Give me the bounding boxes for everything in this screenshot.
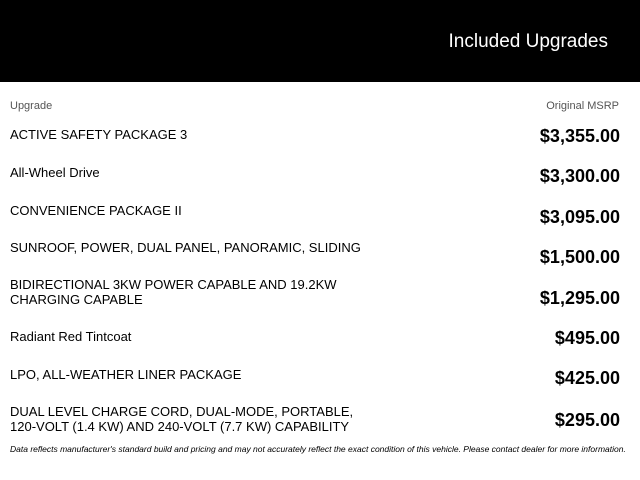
column-header-msrp: Original MSRP <box>546 100 619 112</box>
upgrade-price: $295.00 <box>554 410 620 430</box>
upgrade-label: DUAL LEVEL CHARGE CORD, DUAL-MODE, PORTABLE, 120-VOLT (1.4 KW) AND 240-VOLT (7.7 KW) CAPABILITY <box>10 404 354 434</box>
disclaimer-text: Data reflects manufacturer's standard build and pricing and may not accurately reflect the exact condition of this vehicle. Please contact dealer for more information. <box>10 444 626 454</box>
upgrade-label: BIDIRECTIONAL 3KW POWER CAPABLE AND 19.2KW CHARGING CAPABLE <box>10 277 337 307</box>
upgrade-price: $495.00 <box>554 328 620 348</box>
upgrade-price: $3,355.00 <box>539 126 620 146</box>
header-bar <box>0 0 640 82</box>
upgrade-label: CONVENIENCE PACKAGE II <box>10 203 182 218</box>
upgrade-label: LPO, ALL-WEATHER LINER PACKAGE <box>10 367 242 382</box>
upgrade-label: SUNROOF, POWER, DUAL PANEL, PANORAMIC, SLIDING <box>10 240 361 255</box>
upgrade-label: All-Wheel Drive <box>10 165 100 180</box>
upgrade-price: $1,295.00 <box>539 288 620 308</box>
upgrade-price: $3,300.00 <box>539 166 620 186</box>
column-header-upgrade: Upgrade <box>10 100 53 112</box>
upgrade-price: $3,095.00 <box>539 207 620 227</box>
upgrade-price: $1,500.00 <box>539 247 620 267</box>
upgrade-label: Radiant Red Tintcoat <box>10 329 132 344</box>
page-title: Included Upgrades <box>448 31 608 52</box>
upgrade-label: ACTIVE SAFETY PACKAGE 3 <box>10 127 188 142</box>
upgrade-price: $425.00 <box>554 368 620 388</box>
